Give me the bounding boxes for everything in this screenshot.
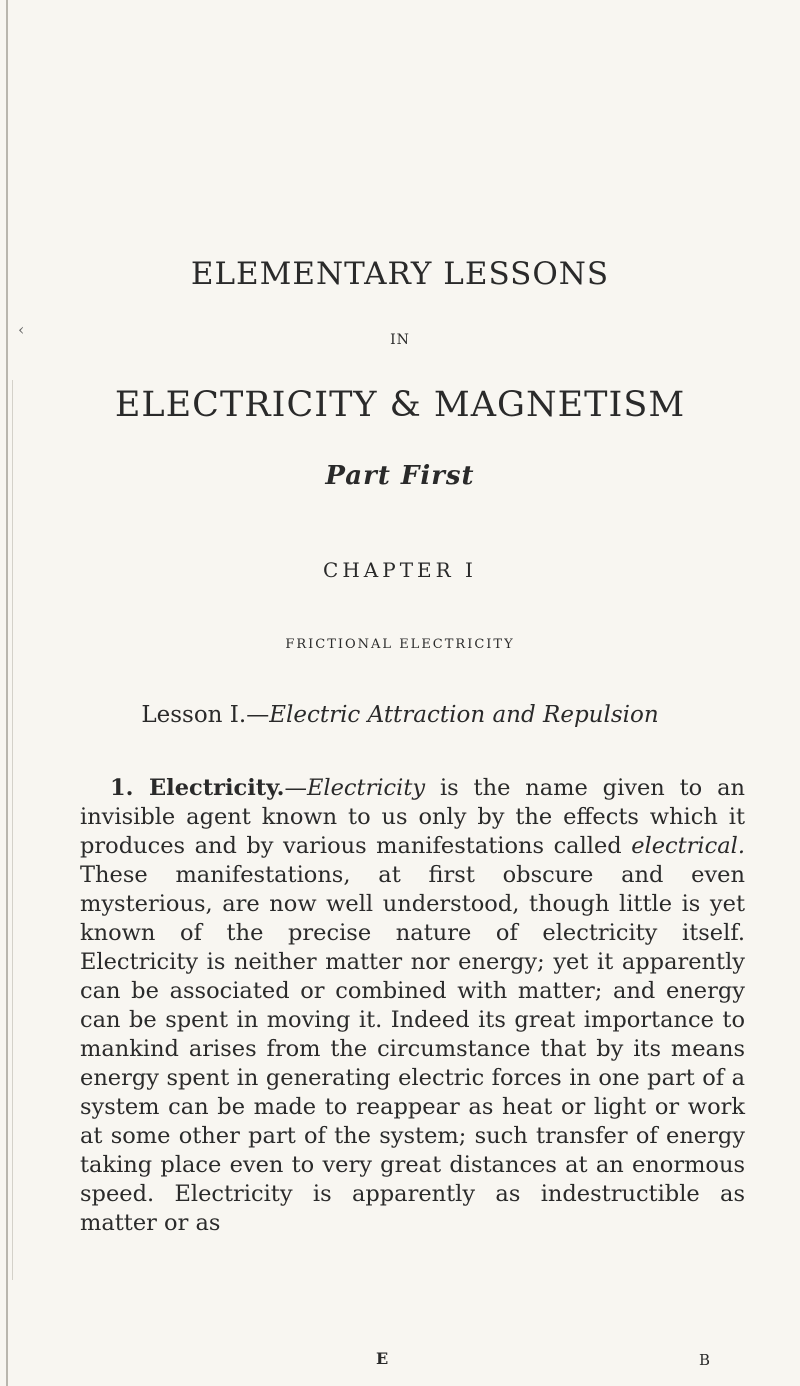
signature-letter: B bbox=[699, 1351, 711, 1369]
lesson-title: Electric Attraction and Repulsion bbox=[269, 702, 659, 728]
chapter-title: FRICTIONAL ELECTRICITY bbox=[285, 637, 515, 652]
paragraph-heading: 1. Electricity. bbox=[110, 775, 285, 801]
lesson-label: Lesson I. bbox=[141, 702, 247, 728]
paragraph-text-2: These manifestations, at first obscure and even mysterious, are now well understood, though little is yet known of the precise nature of electricity itself. Electricity is neither matter nor energy; yet it apparently can be associated or combined with matter; and energy can be spent in moving it. Indeed its great importance to mankind arises from the circumstance that by its means energy spent in generating electric forces in one part of a system can be made to reappear as heat or light or work at some other part of the system; such transfer of energy taking place even to very great distances at an enormous speed. Electricity is apparently as indestructible as matter or as bbox=[80, 862, 745, 1236]
title-connector: IN bbox=[390, 332, 410, 348]
lesson-heading bbox=[0, 702, 800, 728]
book-subject: ELECTRICITY & MAGNETISM bbox=[114, 385, 686, 425]
lead-term: Electricity bbox=[307, 775, 426, 801]
margin-mark-icon: ‹ bbox=[18, 320, 25, 339]
emphasized-word: electrical. bbox=[631, 833, 745, 859]
page-edge-shadow bbox=[6, 0, 8, 1386]
series-title: ELEMENTARY LESSONS bbox=[190, 256, 610, 292]
page-edge-line bbox=[12, 380, 13, 1280]
paragraph-dash: — bbox=[284, 775, 307, 801]
signature-mark: E bbox=[376, 1349, 389, 1368]
chapter-label: CHAPTER I bbox=[323, 558, 477, 582]
lesson-dash: — bbox=[246, 702, 270, 728]
paragraph-text-1: is the name given to an invisible agent known to us only by the effects which it produces and by various manifestations called bbox=[80, 775, 745, 859]
body-paragraph bbox=[80, 774, 745, 1238]
part-title: Part First bbox=[325, 461, 475, 491]
